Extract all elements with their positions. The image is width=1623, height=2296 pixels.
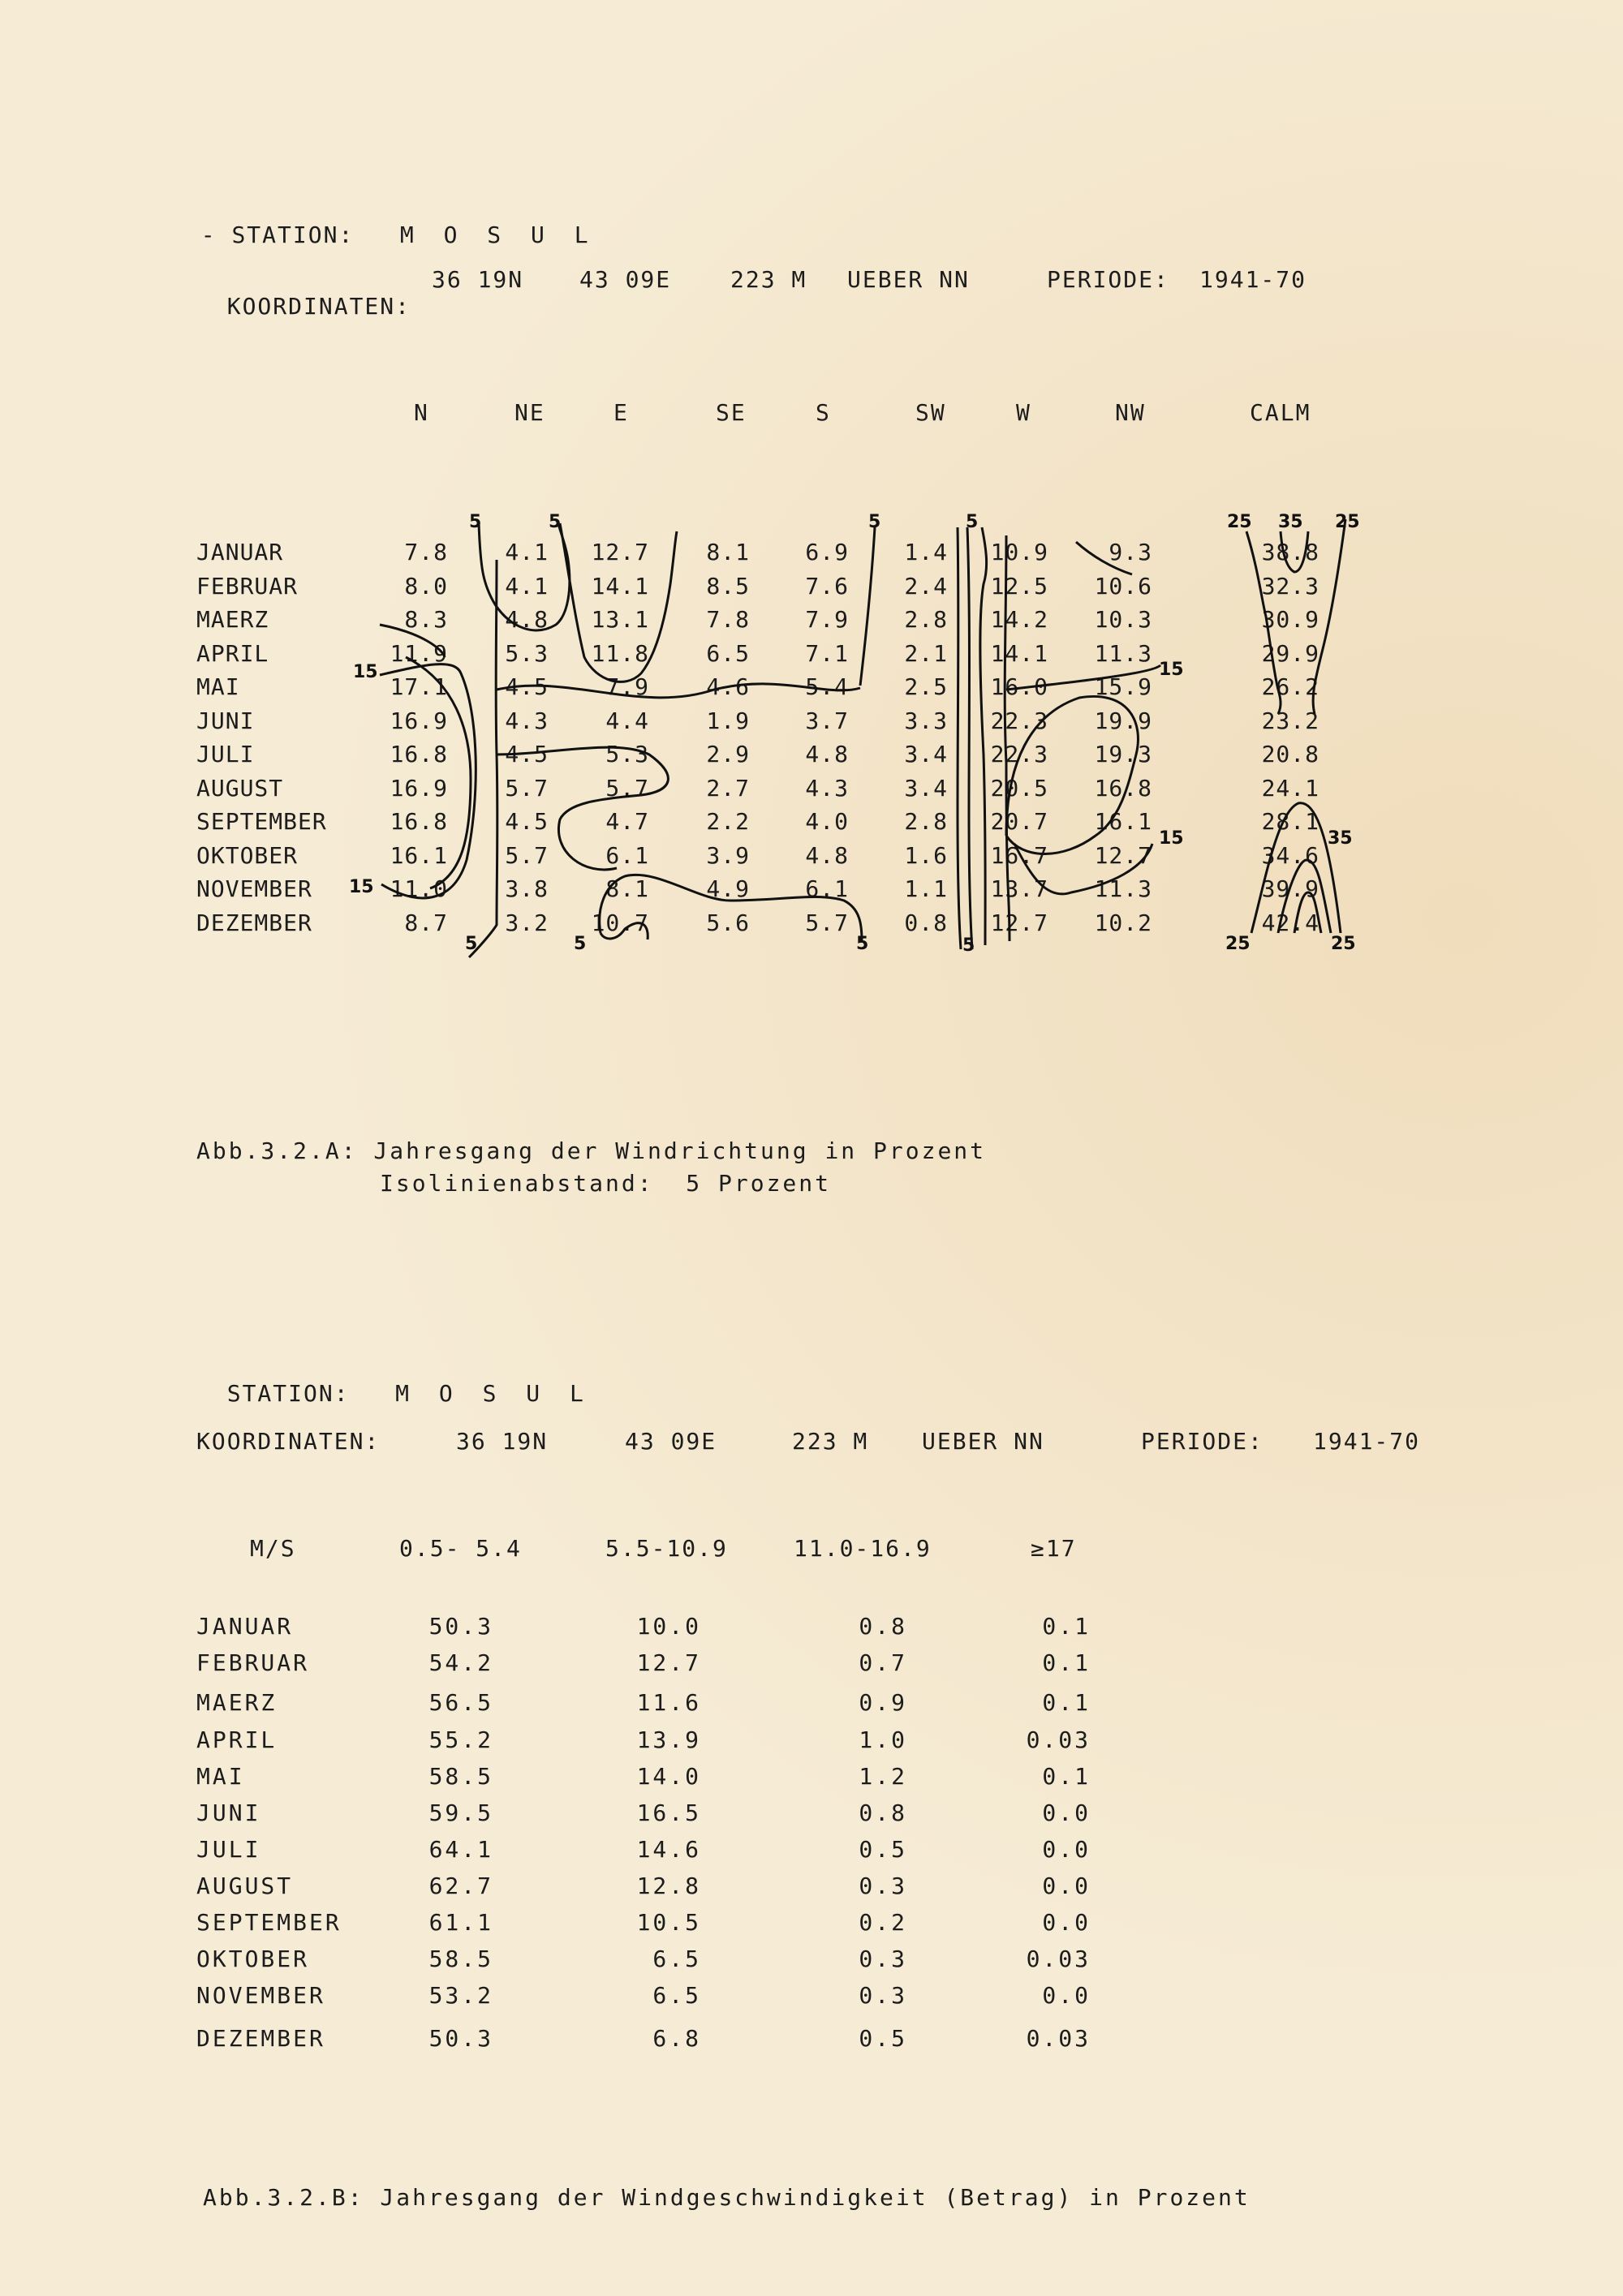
table-cell: 0.0 <box>1042 1909 1091 1936</box>
isoline <box>1278 690 1281 714</box>
table-row <box>0 1763 1623 1795</box>
table-cell: 34.6 <box>1261 841 1319 869</box>
table-cell: 10.5 <box>636 1909 701 1936</box>
col-header-ne: NE <box>514 399 545 426</box>
month-label: MAI <box>196 1763 245 1790</box>
col-header-speed-1: 0.5- 5.4 <box>399 1535 522 1562</box>
elevation: 223 M <box>792 1428 869 1455</box>
isoline <box>1294 892 1321 933</box>
table-cell: 23.2 <box>1261 707 1319 734</box>
table-cell: 29.9 <box>1261 639 1319 667</box>
month-label: OKTOBER <box>196 1946 310 1972</box>
table-cell: 1.0 <box>859 1726 907 1753</box>
month-label: OKTOBER <box>196 841 299 869</box>
table-cell: 38.8 <box>1261 539 1319 565</box>
table-cell: 24.1 <box>1261 774 1319 802</box>
table-cell: 1.9 <box>706 707 750 734</box>
table-cell: 6.5 <box>706 639 750 667</box>
table-cell: 0.3 <box>859 1872 907 1899</box>
latitude: 36 19N <box>432 266 524 293</box>
isoline-label: 5 <box>856 934 869 954</box>
table-cell: 0.1 <box>1042 1613 1091 1640</box>
table-cell: 2.1 <box>904 639 948 667</box>
table-cell: 8.7 <box>404 909 448 936</box>
month-label: SEPTEMBER <box>196 1909 342 1936</box>
table-cell: 2.9 <box>706 741 750 767</box>
table-cell: 8.1 <box>706 539 750 565</box>
isoline-label: 5 <box>574 934 587 954</box>
station-label: STATION: <box>226 1380 350 1407</box>
col-header-sw: SW <box>915 399 946 426</box>
table-cell: 12.7 <box>636 1649 701 1676</box>
table-cell: 50.3 <box>428 1613 493 1640</box>
table-cell: 0.1 <box>1042 1689 1091 1716</box>
table-cell: 0.7 <box>859 1649 907 1676</box>
table-cell: 2.7 <box>706 774 750 802</box>
isoline <box>497 684 860 698</box>
table-cell: 14.6 <box>636 1836 701 1863</box>
table-cell: 0.5 <box>859 2025 907 2052</box>
col-header-se: SE <box>716 399 747 426</box>
unit-label: M/S <box>250 1535 296 1562</box>
month-label: AUGUST <box>196 774 284 802</box>
table-row <box>0 2025 1623 2057</box>
table-cell: 2.8 <box>904 808 948 835</box>
table-cell: 2.8 <box>904 606 948 633</box>
table-cell: 64.1 <box>428 1836 493 1863</box>
table-cell: 13.1 <box>591 606 649 633</box>
month-label: NOVEMBER <box>196 1982 325 2009</box>
elevation-ref: UEBER NN <box>922 1428 1044 1455</box>
table-cell: 12.5 <box>990 572 1048 600</box>
table-cell: 4.8 <box>805 741 849 767</box>
isoline-label: 5 <box>868 512 881 532</box>
month-label: DEZEMBER <box>196 2025 325 2052</box>
table-cell: 22.3 <box>990 741 1048 767</box>
table-cell: 5.7 <box>505 774 549 802</box>
table-row <box>0 1909 1623 1941</box>
table-cell: 16.9 <box>390 774 448 802</box>
table-cell: 4.8 <box>805 841 849 869</box>
month-label: SEPTEMBER <box>196 808 327 835</box>
table-cell: 4.5 <box>505 808 549 835</box>
isoline <box>1006 665 1160 690</box>
table-cell: 7.8 <box>706 606 750 633</box>
table-cell: 42.4 <box>1261 909 1319 936</box>
table-row <box>0 1836 1623 1868</box>
table-row <box>0 1689 1623 1722</box>
table-cell: 20.8 <box>1261 741 1319 767</box>
table-cell: 16.0 <box>990 673 1048 700</box>
month-label: MAERZ <box>196 1689 278 1716</box>
table-cell: 7.8 <box>404 539 448 565</box>
table-cell: 13.9 <box>636 1726 701 1753</box>
table-cell: 4.5 <box>505 673 549 700</box>
table-cell: 4.7 <box>605 808 649 835</box>
month-label: DEZEMBER <box>196 909 312 936</box>
table-cell: 11.8 <box>591 639 649 667</box>
isoline <box>980 527 987 945</box>
table-cell: 0.1 <box>1042 1649 1091 1676</box>
period-label: PERIODE: <box>1047 266 1169 293</box>
col-header-speed-4: ≥17 <box>1031 1535 1077 1562</box>
table-cell: 0.8 <box>859 1613 907 1640</box>
table-cell: 58.5 <box>428 1763 493 1790</box>
elevation: 223 M <box>730 266 807 293</box>
isoline <box>497 747 668 870</box>
table-cell: 0.2 <box>859 1909 907 1936</box>
isoline <box>600 875 862 941</box>
month-label: JANUAR <box>196 539 284 565</box>
caption-a-line2: Isolinienabstand: 5 Prozent <box>380 1170 832 1197</box>
table-cell: 1.2 <box>859 1763 907 1790</box>
isoline <box>1246 531 1278 690</box>
table-cell: 14.2 <box>990 606 1048 633</box>
month-label: APRIL <box>196 639 269 667</box>
isoline <box>1014 841 1152 894</box>
table-cell: 6.9 <box>805 539 849 565</box>
table-cell: 1.6 <box>904 841 948 869</box>
month-label: FEBRUAR <box>196 572 299 600</box>
period-value: 1941-70 <box>1313 1428 1421 1455</box>
isoline-label: 15 <box>1159 828 1184 849</box>
table-cell: 19.9 <box>1094 707 1152 734</box>
table-cell: 20.5 <box>990 774 1048 802</box>
table-cell: 8.1 <box>605 875 649 902</box>
table-cell: 0.5 <box>859 1836 907 1863</box>
table-cell: 2.5 <box>904 673 948 700</box>
table-cell: 4.5 <box>505 741 549 767</box>
table-cell: 0.3 <box>859 1946 907 1972</box>
table-row <box>0 1613 1623 1645</box>
isoline-label: 25 <box>1225 934 1251 954</box>
isoline <box>1281 531 1308 572</box>
table-cell: 6.1 <box>605 841 649 869</box>
isoline-label: 15 <box>1159 660 1184 680</box>
station-name: M O S U L <box>399 221 596 248</box>
table-cell: 5.7 <box>605 774 649 802</box>
table-cell: 6.5 <box>652 1946 701 1972</box>
isoline-label: 15 <box>349 877 374 897</box>
table-row <box>0 1946 1623 1978</box>
table-cell: 4.9 <box>706 875 750 902</box>
month-label: FEBRUAR <box>196 1649 310 1676</box>
table-cell: 6.1 <box>805 875 849 902</box>
isoline <box>380 664 476 898</box>
table-cell: 12.7 <box>1094 841 1152 869</box>
table-cell: 4.0 <box>805 808 849 835</box>
period-label: PERIODE: <box>1141 1428 1264 1455</box>
table-row <box>0 1799 1623 1832</box>
table-cell: 22.3 <box>990 707 1048 734</box>
isoline <box>469 560 497 957</box>
table-cell: 0.1 <box>1042 1763 1091 1790</box>
table-cell: 16.7 <box>990 841 1048 869</box>
month-label: AUGUST <box>196 1872 294 1899</box>
table-cell: 0.8 <box>904 909 948 936</box>
table-cell: 56.5 <box>428 1689 493 1716</box>
table-cell: 16.8 <box>390 808 448 835</box>
period-value: 1941-70 <box>1199 266 1307 293</box>
table-cell: 4.8 <box>505 606 549 633</box>
table-row <box>0 1982 1623 2014</box>
isoline <box>1006 696 1138 853</box>
table-cell: 4.4 <box>605 707 649 734</box>
table-cell: 11.3 <box>1094 875 1152 902</box>
isoline <box>967 527 972 949</box>
col-header-w: W <box>1016 399 1031 426</box>
longitude: 43 09E <box>579 266 672 293</box>
table-cell: 9.3 <box>1109 539 1152 565</box>
table-cell: 4.6 <box>706 673 750 700</box>
table-cell: 14.1 <box>990 639 1048 667</box>
table-cell: 0.0 <box>1042 1982 1091 2009</box>
table-cell: 12.8 <box>636 1872 701 1899</box>
isoline-label: 35 <box>1328 828 1353 849</box>
isoline <box>1313 519 1345 714</box>
table-cell: 5.7 <box>505 841 549 869</box>
table-cell: 16.8 <box>390 741 448 767</box>
isoline-label: 5 <box>966 512 979 532</box>
table-cell: 10.2 <box>1094 909 1152 936</box>
col-header-e: E <box>613 399 629 426</box>
table-cell: 4.1 <box>505 572 549 600</box>
table-cell: 59.5 <box>428 1799 493 1826</box>
table-cell: 5.7 <box>805 909 849 936</box>
table-cell: 4.1 <box>505 539 549 565</box>
longitude: 43 09E <box>625 1428 717 1455</box>
isoline <box>601 923 648 939</box>
table-cell: 6.8 <box>652 2025 701 2052</box>
table-cell: 7.9 <box>605 673 649 700</box>
caption-a-line1: Abb.3.2.A: Jahresgang der Windrichtung in Prozent <box>196 1137 987 1164</box>
table-cell: 0.03 <box>1026 1726 1091 1753</box>
col-header-s: S <box>816 399 831 426</box>
table-cell: 61.1 <box>428 1909 493 1936</box>
table-cell: 5.4 <box>805 673 849 700</box>
month-label: JUNI <box>196 707 255 734</box>
col-header-nw: NW <box>1115 399 1146 426</box>
table-cell: 19.3 <box>1094 741 1152 767</box>
table-cell: 39.9 <box>1261 875 1319 902</box>
table-cell: 0.8 <box>859 1799 907 1826</box>
table-cell: 4.3 <box>505 707 549 734</box>
table-cell: 3.4 <box>904 774 948 802</box>
table-cell: 16.9 <box>390 707 448 734</box>
isoline-label: 35 <box>1278 512 1303 532</box>
table-cell: 3.2 <box>505 909 549 936</box>
table-cell: 53.2 <box>428 1982 493 2009</box>
col-header-calm: CALM <box>1250 399 1311 426</box>
table-cell: 15.9 <box>1094 673 1152 700</box>
col-header-speed-2: 5.5-10.9 <box>605 1535 728 1562</box>
table-cell: 55.2 <box>428 1726 493 1753</box>
month-label: MAI <box>196 673 240 700</box>
month-label: JANUAR <box>196 1613 294 1640</box>
month-label: JULI <box>196 1836 261 1863</box>
table-cell: 16.1 <box>1094 808 1152 835</box>
table-cell: 2.2 <box>706 808 750 835</box>
table-cell: 5.6 <box>706 909 750 936</box>
table-cell: 7.6 <box>805 572 849 600</box>
table-cell: 6.5 <box>652 1982 701 2009</box>
table-cell: 58.5 <box>428 1946 493 1972</box>
table-cell: 10.9 <box>990 539 1048 565</box>
table-cell: 14.0 <box>636 1763 701 1790</box>
table-cell: 1.1 <box>904 875 948 902</box>
table-cell: 16.5 <box>636 1799 701 1826</box>
dash-mark: - <box>200 221 232 248</box>
table-cell: 4.3 <box>805 774 849 802</box>
table-cell: 16.8 <box>1094 774 1152 802</box>
table-cell: 3.9 <box>706 841 750 869</box>
table-cell: 28.1 <box>1261 808 1319 835</box>
table-cell: 17.1 <box>390 673 448 700</box>
table-cell: 10.3 <box>1094 606 1152 633</box>
table-cell: 0.9 <box>859 1689 907 1716</box>
table-cell: 0.0 <box>1042 1836 1091 1863</box>
table-cell: 13.7 <box>990 875 1048 902</box>
table-cell: 10.7 <box>591 909 649 936</box>
table-cell: 1.4 <box>904 539 948 565</box>
table-cell: 0.0 <box>1042 1872 1091 1899</box>
table-cell: 50.3 <box>428 2025 493 2052</box>
table-cell: 10.6 <box>1094 572 1152 600</box>
caption-b: Abb.3.2.B: Jahresgang der Windgeschwindigkeit (Betrag) in Prozent <box>203 2184 1251 2211</box>
col-header-speed-3: 11.0-16.9 <box>794 1535 932 1562</box>
table-cell: 11.9 <box>390 639 448 667</box>
coordinates-label: KOORDINATEN: <box>226 293 411 320</box>
table-cell: 26.2 <box>1261 673 1319 700</box>
isoline-label: 15 <box>353 662 378 682</box>
elevation-ref: UEBER NN <box>847 266 970 293</box>
isoline <box>560 523 677 681</box>
isoline-label: 25 <box>1335 512 1360 532</box>
table-cell: 16.1 <box>390 841 448 869</box>
table-cell: 11.6 <box>636 1689 701 1716</box>
table-cell: 0.03 <box>1026 2025 1091 2052</box>
isoline-label: 5 <box>465 934 478 954</box>
station-line-b <box>196 1353 592 1407</box>
table-cell: 10.0 <box>636 1613 701 1640</box>
table-cell: 0.03 <box>1026 1946 1091 1972</box>
table-cell: 30.9 <box>1261 606 1319 633</box>
table-cell: 12.7 <box>990 909 1048 936</box>
isoline-label: 25 <box>1227 512 1252 532</box>
table-cell: 14.1 <box>591 572 649 600</box>
table-cell: 7.9 <box>805 606 849 633</box>
latitude: 36 19N <box>456 1428 549 1455</box>
table-cell: 0.3 <box>859 1982 907 2009</box>
isoline <box>1005 535 1010 941</box>
table-cell: 11.0 <box>390 875 448 902</box>
table-cell: 62.7 <box>428 1872 493 1899</box>
isoline-label: 5 <box>549 512 562 532</box>
table-cell: 20.7 <box>990 808 1048 835</box>
table-cell: 8.0 <box>404 572 448 600</box>
isoline <box>1076 542 1132 574</box>
month-label: JULI <box>196 741 255 767</box>
table-cell: 3.3 <box>904 707 948 734</box>
table-cell: 7.1 <box>805 639 849 667</box>
isoline <box>380 625 445 657</box>
isoline-label: 5 <box>962 935 975 956</box>
table-cell: 2.4 <box>904 572 948 600</box>
month-label: JUNI <box>196 1799 261 1826</box>
table-cell: 3.8 <box>505 875 549 902</box>
table-cell: 54.2 <box>428 1649 493 1676</box>
table-cell: 5.3 <box>605 741 649 767</box>
isoline <box>860 527 875 686</box>
table-row <box>0 1726 1623 1759</box>
isoline-label: 25 <box>1331 934 1356 954</box>
table-cell: 3.7 <box>805 707 849 734</box>
month-label: APRIL <box>196 1726 278 1753</box>
table-cell: 32.3 <box>1261 572 1319 600</box>
table-cell: 11.3 <box>1094 639 1152 667</box>
table-cell: 12.7 <box>591 539 649 565</box>
table-row <box>0 1872 1623 1905</box>
isoline-label: 5 <box>469 512 482 532</box>
isoline <box>406 657 471 888</box>
table-row <box>0 1649 1623 1682</box>
station-label: STATION: <box>231 221 355 248</box>
isoline <box>479 523 570 630</box>
table-cell: 0.0 <box>1042 1799 1091 1826</box>
table-cell: 5.3 <box>505 639 549 667</box>
table-cell: 8.3 <box>404 606 448 633</box>
month-label: NOVEMBER <box>196 875 312 902</box>
coordinates-label: KOORDINATEN: <box>196 1428 381 1455</box>
table-cell: 8.5 <box>706 572 750 600</box>
month-label: MAERZ <box>196 606 269 633</box>
isoline <box>958 527 961 949</box>
station-name: M O S U L <box>395 1380 592 1407</box>
col-header-n: N <box>414 399 429 426</box>
table-cell: 3.4 <box>904 741 948 767</box>
